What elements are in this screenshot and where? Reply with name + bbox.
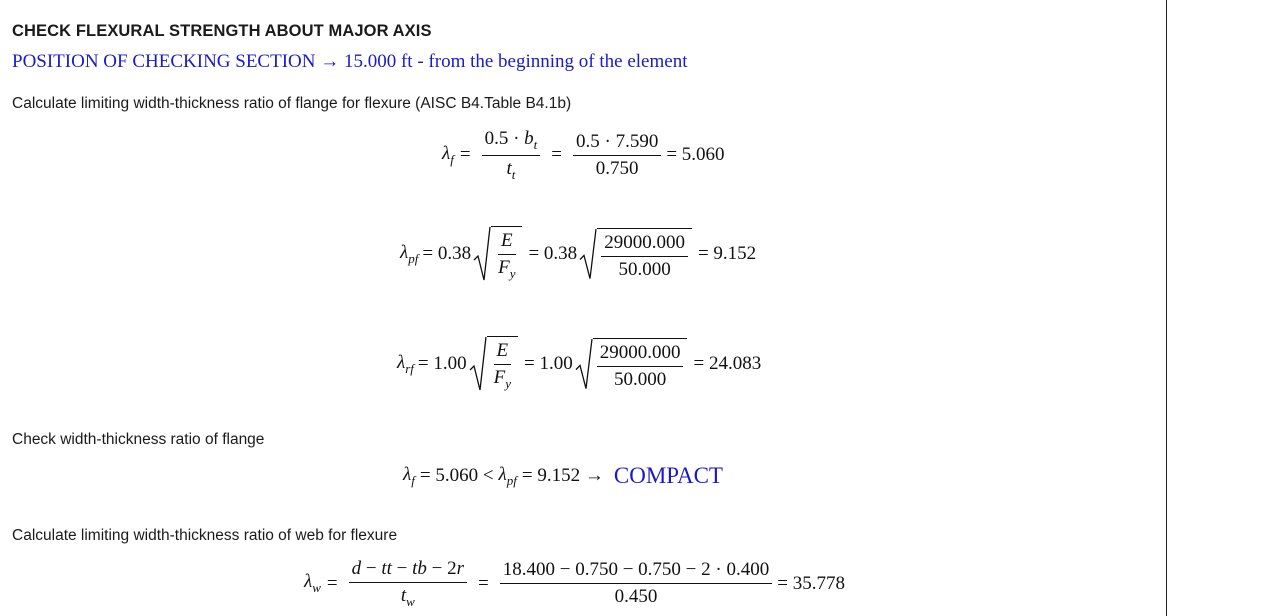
sqrt-numeric: $\frac{29000.000}{50.000}$ xyxy=(575,338,688,391)
flange-noncompact-limit-equation: $\lambda_{rf}$ = 1.00 $\frac{E}{F_y}$ = 1.00 $\frac{29000.000}{50.000}$ = 24.083 xyxy=(397,336,761,392)
web-ratio-result: = 35.778 xyxy=(777,572,845,594)
web-ratio-numeric-fraction xyxy=(500,559,772,608)
flange-compact-limit-result: = 9.152 xyxy=(697,243,757,264)
lambda-w-symbol: $\lambda_w$ xyxy=(304,571,321,596)
radical-sign-icon xyxy=(473,226,491,282)
flange-compactness-check: $\lambda_f$ = 5.060 < $\lambda_{pf}$ = 9.152 → COMPACT xyxy=(403,463,723,488)
flange-ratio-numeric-fraction xyxy=(573,131,661,180)
flange-noncompact-limit-result: = 24.083 xyxy=(693,353,762,374)
sqrt-symbolic: $\frac{E}{F_y}$ xyxy=(469,336,518,392)
flange-limit-description: Calculate limiting width-thickness ratio of flange for flexure (AISC B4.Table B4.1b) xyxy=(12,95,572,112)
flange-compact-limit-equation: $\lambda_{pf}$ = 0.38 $\frac{E}{F_y}$ = 0.38 $\frac{29000.000}{50.000}$ = 9.152 xyxy=(400,226,756,282)
radical-sign-icon xyxy=(575,338,593,391)
lambda-rf-symbol: $\lambda_{rf}$ xyxy=(397,351,414,376)
sqrt-numeric: $\frac{29000.000}{50.000}$ xyxy=(579,228,692,281)
web-limit-description: Calculate limiting width-thickness ratio of web for flexure xyxy=(12,527,398,544)
flange-ratio-denominator: 0.750 xyxy=(595,157,639,179)
web-ratio-symbolic-fraction: $\frac{d - tt - tb - 2r}{t_w}$ xyxy=(349,558,467,610)
web-ratio-equation: $\lambda_w$ = $\frac{d - tt - tb - 2r}{t_w}$ = $\frac{18.400 - 0.750 - 0.750 - 2 \cdot 0.400}{0.450}$ = 35.778 xyxy=(304,558,845,609)
flange-check-description: Check width-thickness ratio of flange xyxy=(12,431,265,448)
checking-section-position: POSITION OF CHECKING SECTION → 15.000 ft - from the beginning of the element xyxy=(12,51,688,72)
flange-ratio-numerator: 0.5 · 7.590 xyxy=(573,131,661,156)
radical-sign-icon xyxy=(579,228,597,281)
sqrt-symbolic: $\frac{E}{F_y}$ xyxy=(473,226,522,282)
flange-ratio-equation: $\lambda_f$ = $\frac{0.5 \cdot b_t}{t_t}$ = $\frac{0.5 \cdot 7.590}{0.750}$ = 5.060 xyxy=(442,128,725,182)
flange-ratio-result: = 5.060 xyxy=(666,144,725,166)
compactness-status: COMPACT xyxy=(613,463,723,488)
section-heading: CHECK FLEXURAL STRENGTH ABOUT MAJOR AXIS xyxy=(12,22,432,40)
web-ratio-denominator: 0.450 xyxy=(614,586,658,608)
flange-ratio-symbolic-fraction: $\frac{0.5 \cdot b_t}{t_t}$ xyxy=(482,128,541,182)
page-right-border xyxy=(1166,0,1167,616)
lambda-f-symbol: $\lambda_f$ xyxy=(442,142,454,167)
radical-sign-icon xyxy=(469,336,487,392)
web-ratio-numerator: 18.400 − 0.750 − 0.750 − 2 · 0.400 xyxy=(500,559,772,584)
lambda-pf-symbol: $\lambda_{pf}$ xyxy=(400,241,419,266)
